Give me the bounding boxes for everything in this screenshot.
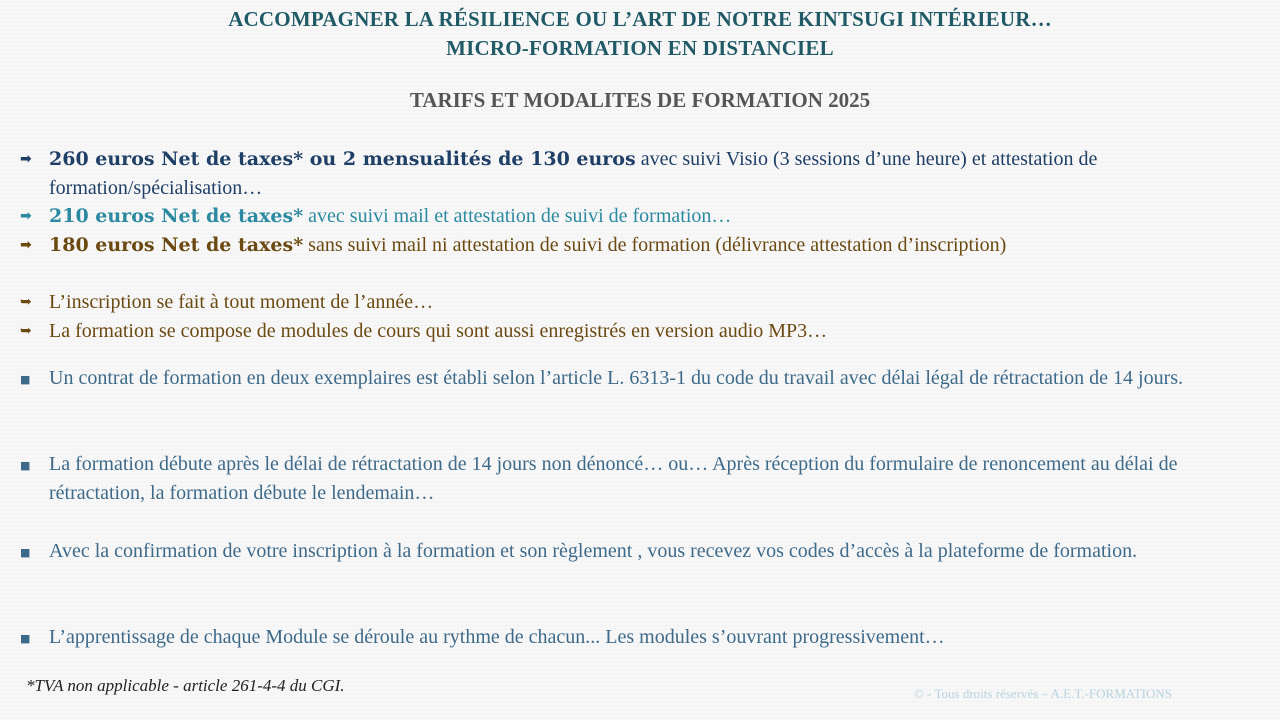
price-label: 210 euros Net de taxes*: [49, 205, 304, 227]
square-bullet-icon: ■: [20, 546, 31, 559]
square-bullet-icon: ■: [20, 459, 31, 472]
curved-arrow-icon: ➥: [20, 294, 32, 310]
condition-contract: [20, 364, 1260, 393]
price-label: 180 euros Net de taxes*: [49, 234, 304, 256]
square-bullet-icon: ■: [20, 632, 31, 645]
condition-pace: [20, 623, 1260, 652]
info-point-enrollment: [20, 288, 1260, 317]
info-point-modules: [20, 317, 1260, 346]
price-detail: avec suivi mail et attestation de suivi de formation…: [303, 205, 732, 227]
tax-footnote: *TVA non applicable - article 261-4-4 du CGI.: [26, 676, 345, 695]
condition-start: [20, 450, 1260, 507]
copyright-notice: © - Tous droits réservés – A.E.T.-FORMATIONS: [914, 686, 1173, 701]
curved-arrow-icon: ➥: [20, 323, 32, 339]
pricing-option-visio: [20, 145, 1260, 202]
arrow-right-icon: ➡: [20, 151, 32, 167]
condition-text: Avec la confirmation de votre inscription à la formation et son règlement , vous recevez vos codes d’accès à la plateforme de formation.: [49, 540, 1138, 562]
pricing-option-basic: [20, 231, 1260, 260]
price-label: 260 euros Net de taxes* ou 2 mensualités de 130 euros: [49, 148, 636, 170]
price-detail: avec suivi Visio (3 sessions d’une heure) et attestation de formation/spécialisation…: [49, 148, 1098, 199]
info-text: La formation se compose de modules de cours qui sont aussi enregistrés en version audio MP3…: [49, 320, 828, 342]
price-detail: sans suivi mail ni attestation de suivi de formation (délivrance attestation d’inscription): [303, 234, 1007, 256]
condition-text: Un contrat de formation en deux exemplaires est établi selon l’article L. 6313-1 du code du travail avec délai légal de rétractation de 14 jours.: [49, 367, 1184, 389]
arrow-right-icon: ➡: [20, 208, 32, 224]
condition-text: L’apprentissage de chaque Module se déroule au rythme de chacun... Les modules s’ouvrant progressivement…: [49, 626, 945, 648]
condition-access: [20, 537, 1260, 566]
condition-text: La formation débute après le délai de rétractation de 14 jours non dénoncé… ou… Après réception du formulaire de renoncement au délai de rétractation, la formation débute le lendemain…: [49, 453, 1178, 504]
page-subtitle: TARIFS ET MODALITES DE FORMATION 2025: [409, 88, 871, 112]
info-text: L’inscription se fait à tout moment de l’année…: [49, 291, 434, 313]
square-bullet-icon: ■: [20, 373, 31, 386]
arrow-right-icon: ➡: [20, 237, 32, 253]
page-title-line-2: MICRO-FORMATION EN DISTANCIEL: [446, 36, 834, 60]
page-title-line-1: ACCOMPAGNER LA RÉSILIENCE OU L’ART DE NOTRE KINTSUGI INTÉRIEUR…: [228, 7, 1052, 31]
pricing-option-mail: [20, 202, 1260, 231]
